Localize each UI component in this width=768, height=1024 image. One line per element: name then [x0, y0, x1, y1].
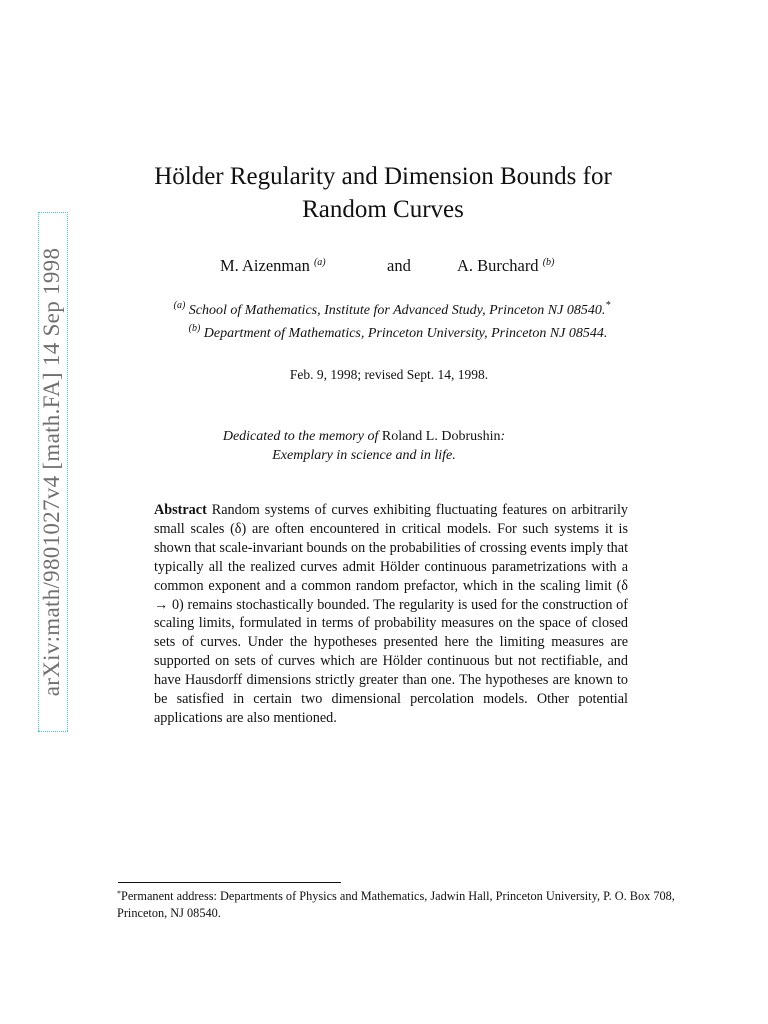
footnote-mark: * — [605, 300, 611, 311]
abstract-text: Random systems of curves exhibiting fluctuating features on arbitrarily small scales (δ) are often encountered in critical models. For such systems it is shown that scale-invariant bounds on the probabilities of crossing events imply that typically all the realized curves admit Hölder continuous parametrizations with a common exponent and a common random prefactor, which in the scaling limit (δ → 0) remains stochastically bounded. The regularity is used for the construction of scaling limits, formulated in terms of probability measures on the space of closed sets of curves. Under the hypotheses presented here the limiting measures are supported on sets of curves which are Hölder continuous but not rectifiable, and have Hausdorff dimensions strictly greater than one. The hypotheses are known to be satisfied in certain two dimensional percolation models. Other potential applications are also mentioned. — [154, 502, 629, 726]
footnote — [117, 886, 679, 921]
dedication-suffix: : — [500, 429, 506, 444]
paper-date: Feb. 9, 1998; revised Sept. 14, 1998. — [289, 367, 489, 382]
affiliation-mark: (b) — [542, 257, 555, 268]
footnote-mark: * — [117, 889, 121, 898]
author-aizenman — [220, 256, 326, 276]
affiliation-text: School of Mathematics, Institute for Advanced Study, Princeton NJ 08540. — [188, 303, 606, 318]
arxiv-identifier-stamp: arXiv:math/9801027v4 [math.FA] 14 Sep 1998 — [38, 212, 68, 732]
author-name: A. Burchard — [457, 256, 539, 275]
affiliation-a — [8, 300, 768, 319]
affiliation-mark: (b) — [188, 323, 201, 334]
author-name: M. Aizenman — [220, 256, 310, 275]
affiliation-mark: (a) — [313, 257, 326, 268]
abstract — [154, 501, 628, 728]
dedication-prefix: Dedicated to the memory of — [222, 429, 379, 444]
footnote-text: Permanent address: Departments of Physics and Mathematics, Jadwin Hall, Princeton University, P. O. Box 708, Princeton, NJ 08540. — [117, 889, 675, 920]
dedication-name: Roland L. Dobrushin — [381, 429, 501, 444]
title-line-2: Random Curves — [302, 196, 464, 223]
affiliation-mark: (a) — [173, 300, 186, 311]
footnote-divider — [118, 882, 341, 883]
title-line-1: Hölder Regularity and Dimension Bounds for — [154, 163, 612, 190]
author-burchard — [457, 256, 554, 276]
abstract-heading: Abstract — [154, 502, 207, 518]
author-conjunction: and — [387, 256, 411, 275]
affiliation-text: Department of Mathematics, Princeton University, Princeton NJ 08544. — [203, 326, 608, 341]
paper-title — [100, 160, 666, 226]
dedication-line-1 — [0, 429, 728, 445]
affiliation-b — [14, 323, 768, 342]
dedication-line-2: Exemplary in science and in life. — [272, 448, 456, 463]
